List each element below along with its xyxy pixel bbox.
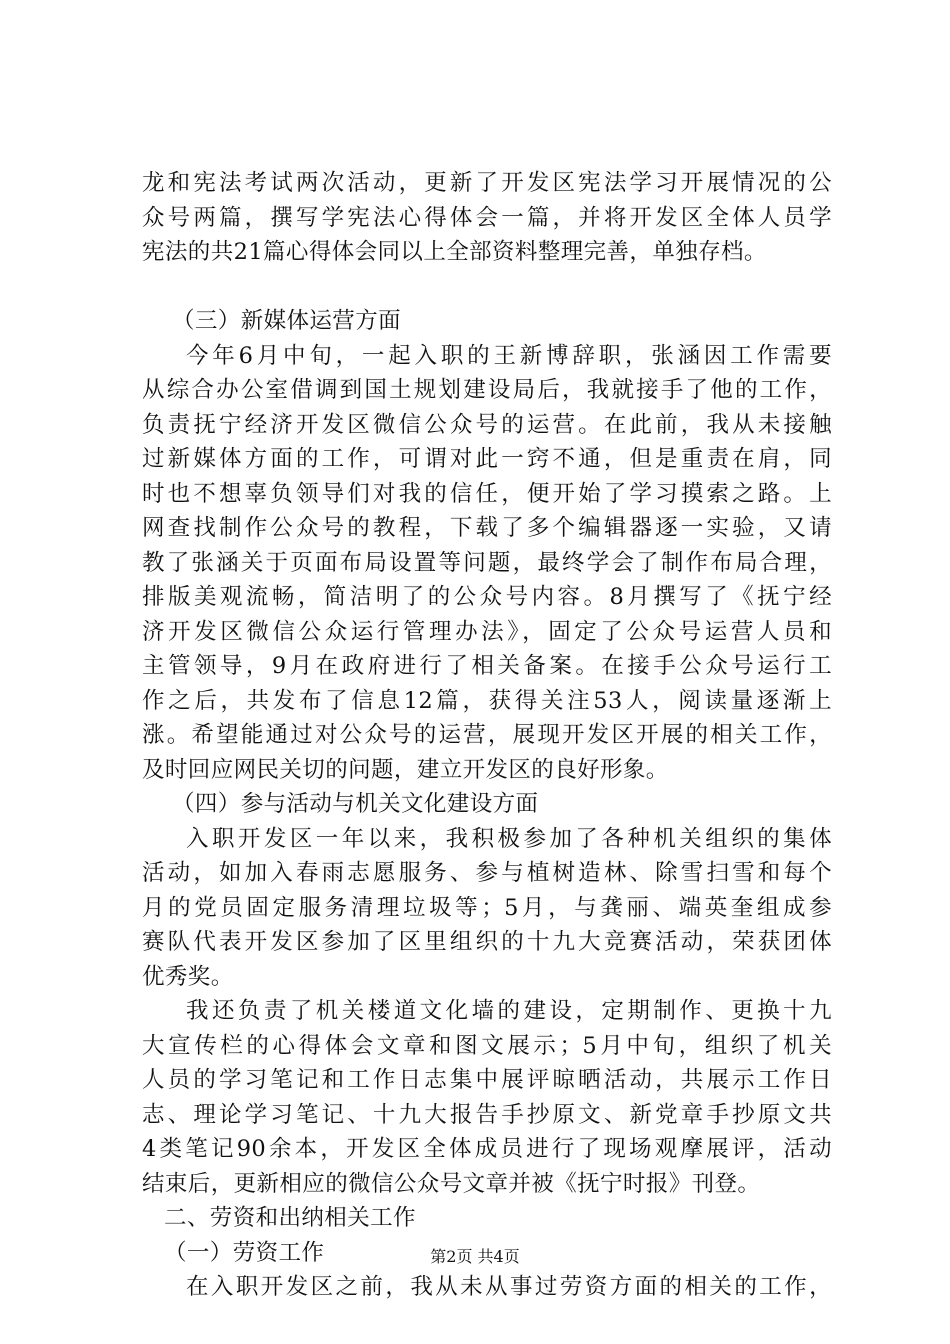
text-line: 在入职开发区之前，我从未从事过劳资方面的相关的工作， bbox=[186, 1274, 832, 1300]
text-line: 志、理论学习笔记、十九大报告手抄原文、新党章手抄原文共 bbox=[142, 1101, 832, 1128]
text-line: 结束后，更新相应的微信公众号文章并被《抚宁时报》刊登。 bbox=[142, 1170, 761, 1197]
text-line: 4类笔记90余本，开发区全体成员进行了现场观摩展评，活动 bbox=[142, 1136, 832, 1162]
text-line: 入职开发区一年以来，我积极参加了各种机关组织的集体 bbox=[186, 825, 832, 852]
text-line: 及时回应网民关切的问题，建立开发区的良好形象。 bbox=[142, 756, 669, 783]
text-line: 济开发区微信公众运行管理办法》，固定了公众号运营人员和 bbox=[142, 618, 832, 645]
text-line: 教了张涵关于页面布局设置等问题，最终学会了制作布局合理， bbox=[142, 549, 832, 576]
text-line: 涨。希望能通过对公众号的运营，展现开发区开展的相关工作， bbox=[142, 722, 832, 748]
text-line: 大宣传栏的心得体会文章和图文展示；5月中旬，组织了机关 bbox=[142, 1032, 832, 1059]
section-heading: （一）劳资工作 bbox=[164, 1239, 325, 1266]
paragraph-gap bbox=[142, 270, 832, 305]
text-line: 人员的学习笔记和工作日志集中展评晾晒活动，共展示工作日 bbox=[142, 1067, 832, 1093]
text-line: 从综合办公室借调到国土规划建设局后，我就接手了他的工作， bbox=[142, 377, 832, 403]
text-line: 宪法的共21篇心得体会同以上全部资料整理完善，单独存档。 bbox=[142, 239, 767, 265]
text-line: 月的党员固定服务清理垃圾等；5月，与龚丽、端英奎组成参 bbox=[142, 894, 832, 921]
section-heading: （四）参与活动与机关文化建设方面 bbox=[172, 791, 539, 817]
section-heading: 二、劳资和出纳相关工作 bbox=[164, 1205, 416, 1231]
text-line: 主管领导，9月在政府进行了相关备案。在接手公众号运行工 bbox=[142, 653, 832, 679]
page-number-footer: 第2页 共4页 bbox=[430, 1247, 520, 1266]
text-line: 网查找制作公众号的教程，下载了多个编辑器逐一实验，又请 bbox=[142, 515, 832, 541]
section-heading: （三）新媒体运营方面 bbox=[172, 308, 402, 334]
text-line: 优秀奖。 bbox=[142, 963, 234, 990]
text-line: 作之后，共发布了信息12篇，获得关注53人，阅读量逐渐上 bbox=[142, 687, 832, 714]
text-line: 过新媒体方面的工作，可谓对此一窍不通，但是重责在肩，同 bbox=[142, 446, 832, 472]
text-line: 今年6月中旬，一起入职的王新博辞职，张涵因工作需要 bbox=[186, 342, 832, 369]
text-line: 活动，如加入春雨志愿服务、参与植树造林、除雪扫雪和每个 bbox=[142, 860, 832, 886]
text-line: 负责抚宁经济开发区微信公众号的运营。在此前，我从未接触 bbox=[142, 411, 832, 438]
text-line: 我还负责了机关楼道文化墙的建设，定期制作、更换十九 bbox=[186, 998, 832, 1024]
text-line: 众号两篇，撰写学宪法心得体会一篇，并将开发区全体人员学 bbox=[142, 204, 832, 231]
text-line: 排版美观流畅，简洁明了的公众号内容。8月撰写了《抚宁经 bbox=[142, 584, 832, 610]
document-body bbox=[142, 166, 832, 1305]
text-line: 赛队代表开发区参加了区里组织的十九大竞赛活动，荣获团体 bbox=[142, 929, 832, 955]
text-line: 龙和宪法考试两次活动，更新了开发区宪法学习开展情况的公 bbox=[142, 170, 832, 196]
text-line: 时也不想辜负领导们对我的信任，便开始了学习摸索之路。上 bbox=[142, 480, 832, 507]
